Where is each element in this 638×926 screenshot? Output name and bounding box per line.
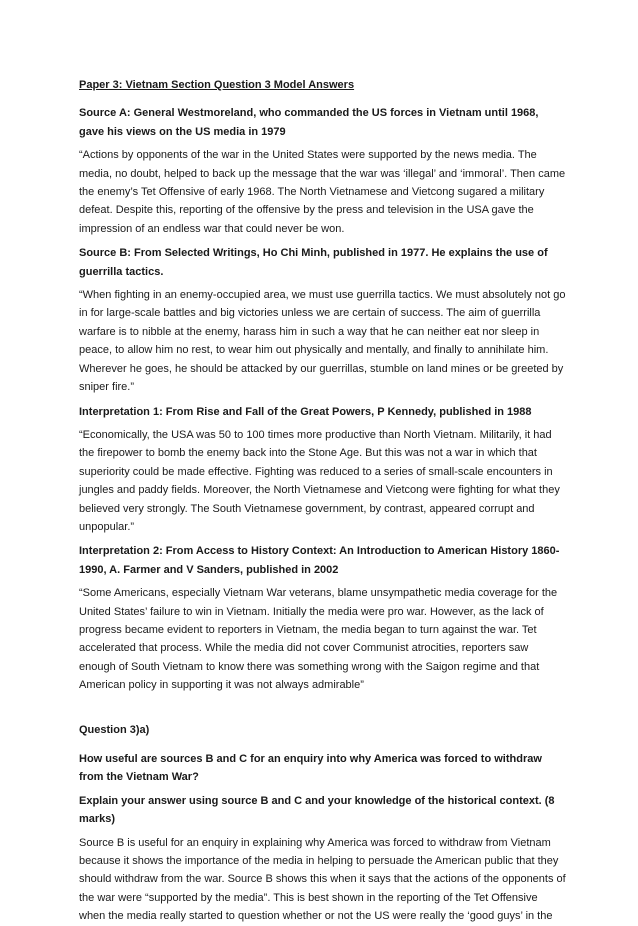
document-title: Paper 3: Vietnam Section Question 3 Model Answers (79, 79, 355, 91)
answer-text: Source B is useful for an enquiry in explaining why America was forced to withdraw from Vietnam because it shows the importance of the media in helping to persuade the American public that they should withdraw from the war. Source B shows this when it says that the actions of the opponents of the war were “supported by the media”. This is best shown in the reporting of the Tet Offensive when the media really started to question whether or not the US were really the ‘good guys’ in the (79, 836, 566, 923)
question-prompt: How useful are sources B and C for an enquiry into why America was forced to withdraw from the Vietnam War? (79, 753, 542, 784)
source-a-heading: Source A: General Westmoreland, who commanded the US forces in Vietnam until 1968, gave his views on the US media in 1979 (79, 107, 539, 138)
interpretation-2-text: “Some Americans, especially Vietnam War veterans, blame unsympathetic media coverage for the United States’ failure to win in Vietnam. Initially the media were pro war. However, as the lack of progress became evident to reporters in Vietnam, the media began to turn against the war. Tet accelerated that process. While the media did not cover Communist atrocities, reporters saw enough of South Vietnam to know there was something wrong with the Saigon regime and that American policy in supporting it was not always admirable” (79, 587, 558, 692)
interpretation-1-text: “Economically, the USA was 50 to 100 times more productive than North Vietnam. Militarily, it had the firepower to bomb the enemy back into the Stone Age. But this was not a war in which that superiority could be made effective. Fighting was reduced to a series of small-scale encounters in jungles and paddy fields. Moreover, the North Vietnamese and Vietcong were fighting for what they believed very strongly. The South Vietnamese government, by contrast, appeared corrupt and unpopular.” (79, 428, 560, 533)
source-b-heading: Source B: From Selected Writings, Ho Chi Minh, published in 1977. He explains the use of guerrilla tactics. (79, 247, 548, 278)
question-label: Question 3)a) (79, 723, 150, 736)
interpretation-2-heading: Interpretation 2: From Access to History Context: An Introduction to American History 1860-1990, A. Farmer and V Sanders, published in 2002 (79, 545, 560, 576)
source-b-text: “When fighting in an enemy-occupied area, we must use guerrilla tactics. We must absolutely not go in for large-scale battles and big victories unless we are certain of success. The aim of guerrilla warfare is to nibble at the enemy, harass him in such a way that he can neither eat nor sleep in peace, to allow him no rest, to wear him out physically and mentally, and finally to annihilate him. Wherever he goes, he should be attacked by our guerrillas, stumble on land mines or be greeted by sniper fire.” (79, 289, 566, 394)
interpretation-1-heading: Interpretation 1: From Rise and Fall of the Great Powers, P Kennedy, published in 1988 (79, 405, 532, 418)
source-a-text: “Actions by opponents of the war in the United States were supported by the news media. The media, no doubt, helped to back up the message that the war was ‘illegal’ and ‘immoral’. Then came the enemy’s Tet Offensive of early 1968. The North Vietnamese and Vietcong sugared a military defeat. Despite this, reporting of the offensive by the press and television in the USA gave the impression of an endless war that could never be won. (79, 149, 566, 235)
question-instruction: Explain your answer using source B and C and your knowledge of the historical context. (8 marks) (79, 794, 555, 826)
